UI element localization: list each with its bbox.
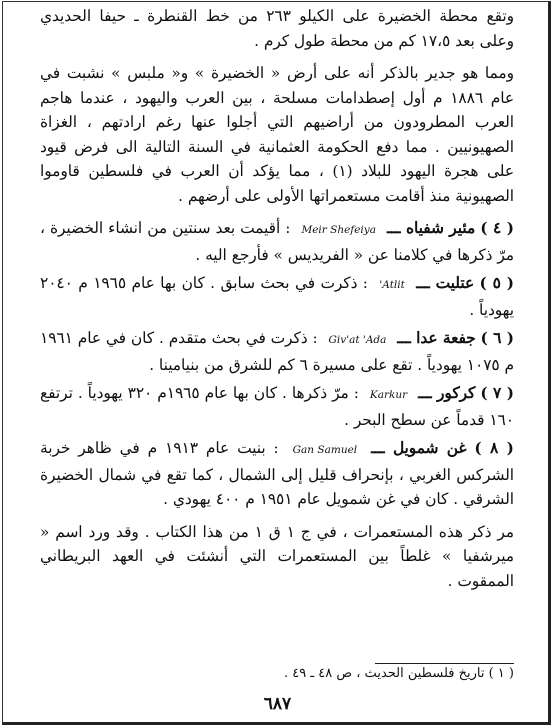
entry-text: : ذكرت في بحث متقدم . كان في عام ١٩٦١ م ١٠٧٥ يهودياً . تقع على مسيرة ٦ كم للشرق من بنيامينا .: [40, 329, 514, 374]
entry-text: : بنيت عام ١٩١٣ م في ظاهر خربة الشركس الغربي ، بإنحراف قليل إلى الشمال ، كما تقع في شمال الخضيرة الشرقي . كان في غن شمويل عام ١٩٥١ م ٤٠٠ يهودي .: [40, 439, 514, 508]
entry-latin-name: Karkur: [369, 389, 408, 401]
footnote-rule: [375, 663, 514, 664]
book-page: [40, 4, 514, 593]
entry-number: ( ٨ ): [474, 439, 514, 457]
entry-number: ( ٥ ): [479, 274, 514, 292]
entry-text: : مرّ ذكرها . كان بها عام ١٩٦٥م ٣٢٠ يهودياً . ترتفع ١٦٠ قدماً عن سطح البحر .: [40, 384, 514, 429]
footnote: ( ١ ) تاريخ فلسطين الحديث ، ص ٤٨ ـ ٤٩ .: [283, 666, 514, 681]
entry-name: مئير شفياه ـــ: [387, 219, 476, 237]
page-number: ٦٨٧: [263, 694, 292, 714]
entry-gan-samuel: [40, 436, 514, 512]
entry-latin-name: 'Atlit: [379, 279, 405, 291]
entry-number: ( ٤ ): [480, 219, 514, 237]
paragraph-first-clashes: ومما هو جدير بالذكر أنه على أرض « الخضيرة » و« ملبس » نشبت في عام ١٨٨٦ م أول إصطدامات مسلحة ، بين العرب واليهود ، عندما هاجم العرب المطرودون من أراضيهم التي أجلوا عنها رغم ارادتهم ، الغزاة الصهيونيين . مما دفع الحكومة العثمانية في السنة التالية الى فرض قيود على هجرة اليهود للبلاد (١) ، مما يؤكد أن العرب في فلسطين قاوموا الصهيونية منذ أقامت مستعمراتها الأولى على أرضهم .: [40, 64, 515, 205]
entry-atlit: [40, 271, 514, 322]
entry-name: عتليت ـــ: [416, 274, 475, 292]
entry-name: كركور ـــ: [418, 384, 476, 402]
entry-meir-shefeiya: [40, 216, 514, 267]
entry-name: جفعة عدا ـــ: [397, 329, 476, 347]
entry-text: : أقيمت بعد سنتين من انشاء الخضيرة ، مرّ ذكرها في كلامنا عن « الفريديس » فأرجع اليه .: [40, 219, 514, 264]
entry-text: : ذكرت في بحث سابق . كان بها عام ١٩٦٥ م ٢٠٤٠ يهودياً .: [40, 274, 514, 319]
entry-givat-ada: [40, 326, 514, 377]
entry-number: ( ٧ ): [480, 384, 514, 402]
paragraph-closing-note: مر ذكر هذه المستعمرات ، في ج ١ ق ١ من هذا الكتاب . وقد ورد اسم « ميرشفيا » غلطاً بين المستعمرات التي أنشئت في العهد البريطاني الممقوت .: [40, 522, 514, 590]
entry-latin-name: Meir Shefeiya: [301, 224, 376, 236]
entry-latin-name: Giv'at 'Ada: [328, 334, 387, 346]
entry-latin-name: Gan Samuel: [292, 444, 358, 456]
entry-number: ( ٦ ): [480, 329, 514, 347]
paragraph-hadera-station: وتقع محطة الخضيرة على الكيلو ٢٦٣ من خط القنطرة ـ حيفا الحديدي وعلى بعد ١٧،٥ كم من محطة طول كرم .: [40, 7, 514, 50]
entry-name: غن شمويل ـــ: [371, 439, 467, 457]
entry-karkur: [40, 381, 514, 432]
